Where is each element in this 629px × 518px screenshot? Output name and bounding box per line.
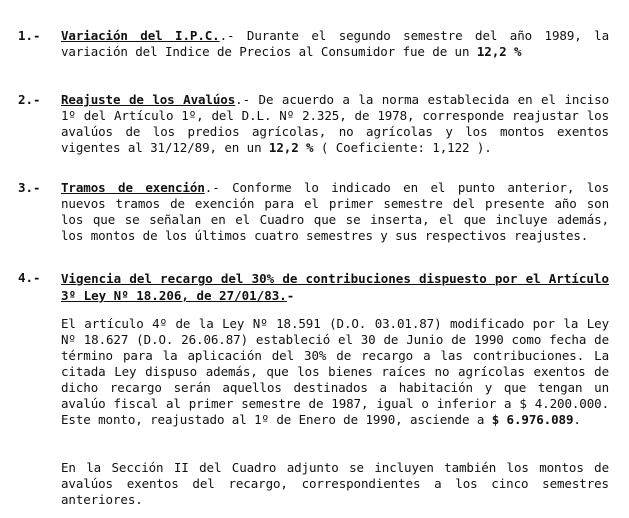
section-4-paragraph-2 <box>61 460 609 508</box>
section-4-paragraph-1 <box>61 316 609 428</box>
section-number: 2.- <box>18 92 41 107</box>
section-title: Variación del I.P.C. <box>61 28 220 43</box>
section-4-title <box>61 270 609 304</box>
section-number: 3.- <box>18 180 41 195</box>
paragraph-end: . <box>573 412 581 427</box>
section-text: .- Conforme lo indicado en el punto anterior, los nuevos tramos de exención para el primer semestre del presente año son los que se señalan en el Cuadro que se inserta, el que incluye además, los montos de los últimos cuatro semestres y sus respectivos reajustes. <box>61 180 609 243</box>
paragraph-text: El artículo 4º de la Ley Nº 18.591 (D.O. 03.01.87) modificado por la Ley Nº 18.627 (D.O. 26.06.87) estableció el 30 de Junio de 1990 como fecha de término para la aplicación del 30% de recargo a las contribuciones. La citada Ley dispuso además, que los bienes raíces no agrícolas exentos de dicho recargo serán aquellos destinados a habitación y que tengan un avalúo fiscal al primer semestre de 1987, igual o inferior a $ 4.200.000. Este monto, reajustado al 1º de Enero de 1990, asciende a <box>61 316 609 427</box>
paragraph-text: En la Sección II del Cuadro adjunto se incluyen también los montos de avalúos exentos del recargo, correspondientes a los cinco semestres anteriores. <box>61 460 609 507</box>
section-title: Reajuste de los Avalúos <box>61 92 236 107</box>
section-1-body <box>61 28 609 60</box>
section-title-suffix: - <box>286 288 295 303</box>
section-text: .- De acuerdo a la norma establecida en el inciso 1º del Artículo 1º, del D.L. Nº 2.325, de 1978, corresponde reajustar los avalúos de los predios agrícolas, no agrícolas y los montos exentos vigentes al 31/12/89, en un <box>61 92 610 155</box>
section-number: 1.- <box>18 28 41 43</box>
section-title: Tramos de exención <box>61 180 205 195</box>
section-title: Vigencia del recargo del 30% de contribuciones dispuesto por el Artículo 3º Ley Nº 18.206, de 27/01/83. <box>61 271 609 303</box>
section-2-body <box>61 92 609 156</box>
section-number: 4.- <box>18 270 41 285</box>
reajuste-value: 12,2 % <box>268 140 314 155</box>
section-3-body <box>61 180 609 244</box>
section-text: .- Durante el segundo semestre del año 1989, la variación del Indice de Precios al Consumidor fue de un <box>61 28 609 59</box>
ipc-value: 12,2 % <box>476 44 522 59</box>
amount-value: $ 6.976.089 <box>491 412 574 427</box>
section-text-end: ( Coeficiente: 1,122 ). <box>313 140 492 155</box>
